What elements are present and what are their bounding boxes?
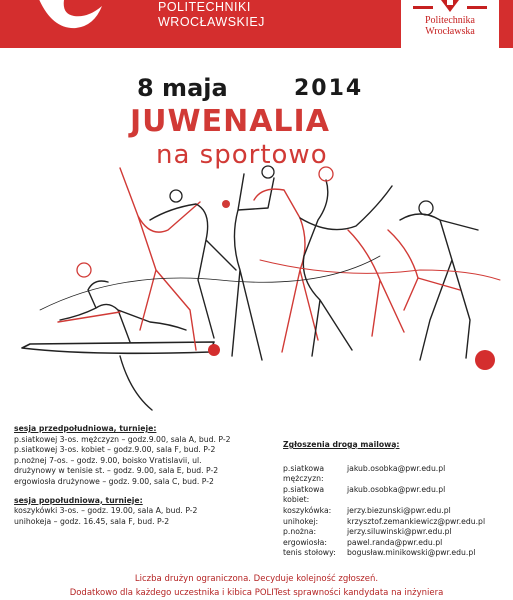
signup-section <box>283 440 485 559</box>
afternoon-session-heading: sesja popołudniowa, turnieje: <box>14 495 143 505</box>
contact-email[interactable]: bogusław.minikowski@pwr.edu.pl <box>347 548 476 558</box>
contact-label: ergowiosła: <box>283 537 327 547</box>
university-name <box>401 15 499 37</box>
rower-figure <box>60 281 186 342</box>
university-emblem-icon <box>413 0 487 14</box>
organization-name <box>158 0 265 30</box>
athlete-figure-2 <box>232 174 274 360</box>
org-name-line1: POLITECHNIKI <box>158 0 251 14</box>
contact-email[interactable]: jakub.osobka@pwr.edu.pl <box>347 484 446 494</box>
athlete-figure-4 <box>400 214 478 360</box>
contact-label: unihokej: <box>283 516 319 526</box>
schedule-row: drużynowy w tenisie st. – godz. 9.00, sala E, bud. P-2 <box>14 466 219 476</box>
contact-label: p.nożna: <box>283 527 317 537</box>
contact-label: p.siatkowa mężczyzn: <box>283 463 325 484</box>
event-year: 2014 <box>294 76 364 101</box>
contact-label: koszykówka: <box>283 505 332 515</box>
contact-label: tenis stołowy: <box>283 548 336 558</box>
ball-icon <box>475 350 495 370</box>
event-subtitle: na sportowo <box>156 140 328 170</box>
contact-email[interactable]: krzysztof.zemankiewicz@pwr.edu.pl <box>347 516 486 526</box>
footer-notice: Liczba drużyn ograniczona. Decyduje kolejność zgłoszeń. <box>134 574 379 584</box>
student-union-logo <box>28 0 112 32</box>
contact-email[interactable]: jakub.osobka@pwr.edu.pl <box>347 463 446 473</box>
schedule-row: p.nożnej 7-os. – godz. 9.00, boisko Vratislavii, ul. <box>14 455 202 465</box>
event-title: JUWENALIA <box>130 104 330 139</box>
contact-label: p.siatkowa kobiet: <box>283 484 325 505</box>
schedule-row: unihokeja – godz. 16.45, sala F, bud. P-2 <box>14 516 170 526</box>
org-name-line2: WROCŁAWSKIEJ <box>158 15 265 29</box>
schedule-row: ergowiosła drużynowe – godz. 9.00, sala C, bud. P-2 <box>14 476 214 486</box>
contact-email[interactable]: jerzy.siluwinski@pwr.edu.pl <box>347 527 452 537</box>
contact-email[interactable]: pawel.randa@pwr.edu.pl <box>347 537 443 547</box>
morning-session-heading: sesja przedpołudniowa, turnieje: <box>14 424 157 433</box>
rowing-boat <box>22 342 214 353</box>
schedule-row: koszykówki 3-os. – godz. 19.00, sala A, bud. P-2 <box>14 506 198 516</box>
schedule-row: p.siatkowej 3-os. kobiet – godz.9.00, sala F, bud. P-2 <box>14 445 216 455</box>
contact-email[interactable]: jerzy.biezunski@pwr.edu.pl <box>347 505 451 515</box>
header-banner <box>0 0 513 48</box>
university-name-line1: Politechnika <box>425 15 475 26</box>
event-date: 8 maja <box>137 74 228 102</box>
signup-contact-list <box>283 464 485 559</box>
university-name-line2: Wrocławska <box>425 26 475 37</box>
athlete-figure-3 <box>303 180 352 356</box>
athletes-illustration <box>0 160 513 420</box>
tournament-schedule <box>14 424 231 527</box>
university-logo <box>401 0 499 48</box>
signup-heading: Zgłoszenia drogą mailową: <box>283 440 400 449</box>
schedule-row: p.siatkowej 3-os. mężczyzn – godz.9.00, sala A, bud. P-2 <box>14 434 231 444</box>
footer-promo: Dodatkowo dla każdego uczestnika i kibica POLITest sprawności kandydata na inżyniera <box>69 588 444 598</box>
